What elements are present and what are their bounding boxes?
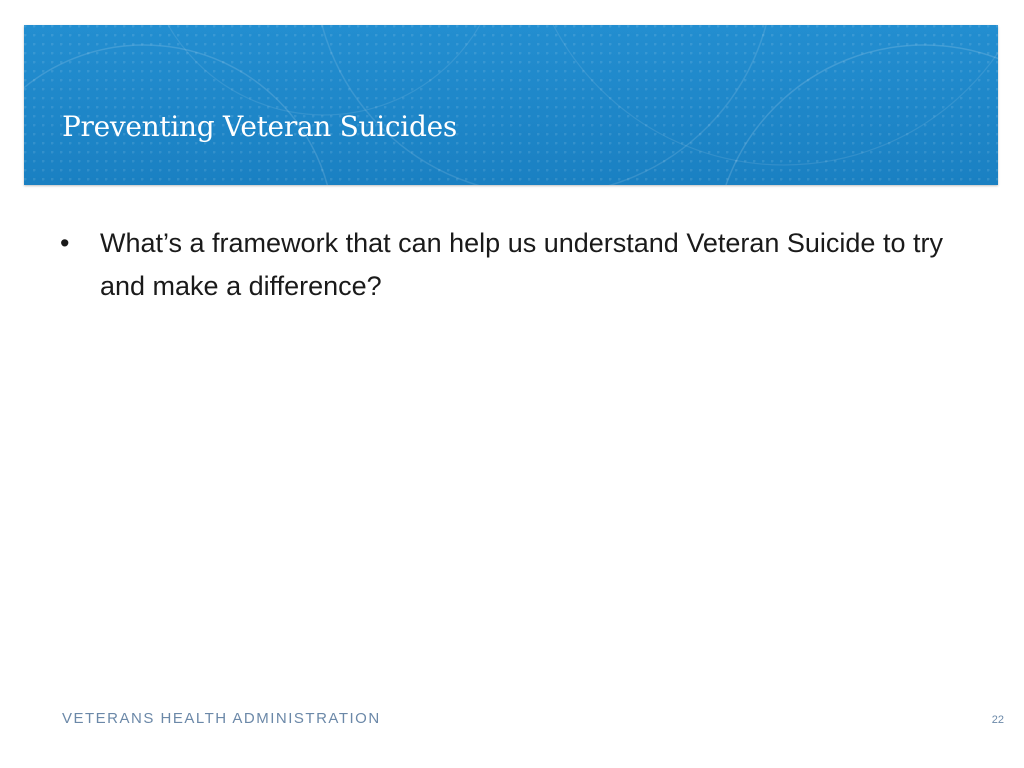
banner-decorative-arcs xyxy=(24,25,998,185)
bullet-item xyxy=(60,222,960,308)
title-banner xyxy=(24,25,998,185)
bullet-dot-icon: • xyxy=(60,228,70,258)
slide-content xyxy=(60,222,960,308)
bullet-text: What’s a framework that can help us understand Veteran Suicide to try and make a difference? xyxy=(100,228,943,301)
slide-title: Preventing Veteran Suicides xyxy=(62,110,457,143)
page-number: 22 xyxy=(991,714,1004,726)
footer-organization: VETERANS HEALTH ADMINISTRATION xyxy=(62,710,381,727)
